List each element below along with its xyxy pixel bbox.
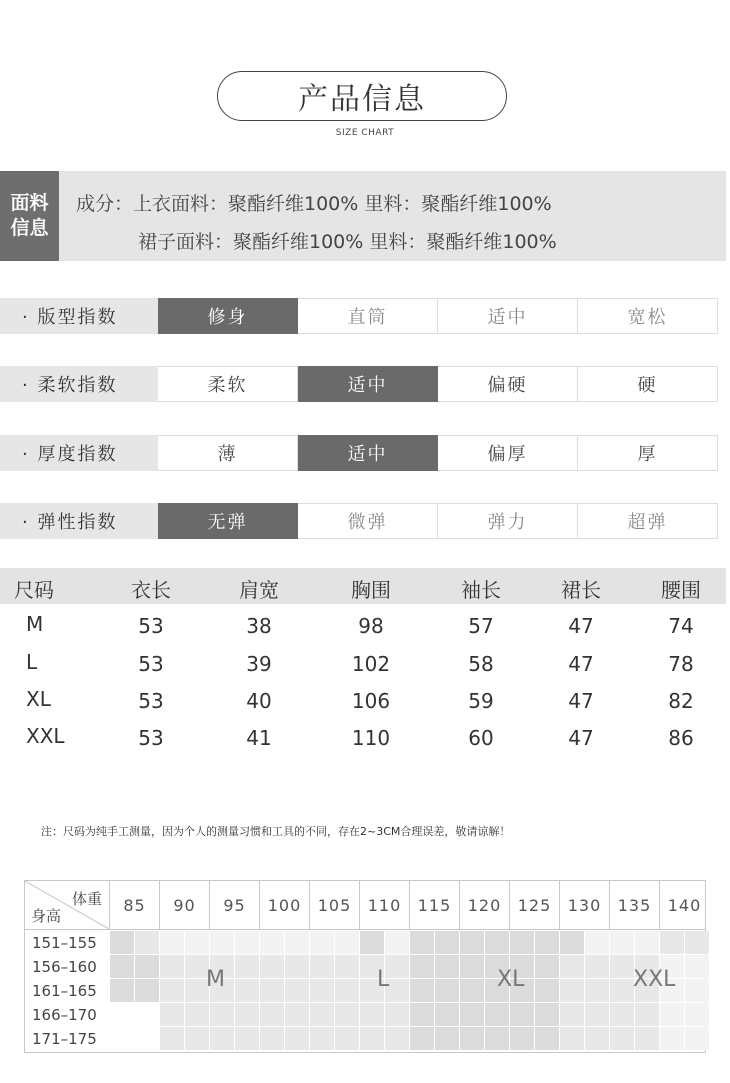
fit-grid-cell — [210, 1027, 234, 1050]
fit-grid-cell — [185, 931, 209, 954]
size-table-cell: 58 — [468, 652, 494, 676]
fit-grid-cell — [585, 1027, 609, 1050]
index-label: · 版型指数 — [0, 298, 158, 334]
fit-grid-cell — [410, 1027, 434, 1050]
fit-grid — [24, 880, 706, 1053]
fit-grid-cell — [135, 931, 159, 954]
size-table-cell: XL — [26, 687, 51, 711]
weight-header: 135 — [609, 881, 659, 929]
page-title-text: 产品信息 — [298, 82, 426, 117]
weight-header: 140 — [659, 881, 709, 929]
fit-grid-cell — [435, 955, 459, 978]
fit-grid-cell — [135, 979, 159, 1002]
fit-grid-cell — [335, 979, 359, 1002]
fit-grid-cell — [235, 1003, 259, 1026]
fit-grid-cell — [335, 1027, 359, 1050]
fit-grid-cell — [510, 1003, 534, 1026]
fit-grid-cell — [685, 979, 709, 1002]
fit-grid-cell — [310, 1003, 334, 1026]
fit-grid-cell — [635, 1003, 659, 1026]
size-table-cell: 86 — [668, 726, 694, 750]
fit-grid-cell — [685, 1027, 709, 1050]
page-title — [217, 71, 507, 121]
fit-grid-cell — [110, 931, 134, 954]
size-table-cell: 74 — [668, 614, 694, 638]
index-label: · 弹性指数 — [0, 503, 158, 539]
fit-grid-cell — [185, 1027, 209, 1050]
index-option: 偏硬 — [438, 366, 578, 402]
size-table-cell: 53 — [138, 689, 164, 713]
fit-grid-cell — [260, 1027, 284, 1050]
fit-grid-cell — [235, 955, 259, 978]
size-table-cell: 41 — [246, 726, 272, 750]
fit-grid-cell — [435, 979, 459, 1002]
index-option: 薄 — [158, 435, 298, 471]
size-table-header: 尺码 — [14, 578, 54, 602]
fit-grid-cell — [460, 979, 484, 1002]
fit-grid-cell — [410, 1003, 434, 1026]
weight-header: 110 — [359, 881, 409, 929]
fit-grid-cell — [560, 1003, 584, 1026]
size-table-cell: 60 — [468, 726, 494, 750]
fit-grid-cell — [535, 979, 559, 1002]
fit-grid-cell — [635, 1027, 659, 1050]
corner-height-label: 身高 — [31, 907, 62, 925]
fit-grid-cell — [585, 1003, 609, 1026]
size-table-cell: 102 — [351, 652, 391, 676]
fit-grid-cell — [460, 1027, 484, 1050]
fit-grid-cell — [110, 955, 134, 978]
fit-grid-cell — [360, 1027, 384, 1050]
size-table-cell: 53 — [138, 652, 164, 676]
fit-grid-cell — [160, 1027, 184, 1050]
size-zone-label: M — [206, 967, 225, 992]
height-row-label: 156–160 — [32, 958, 97, 976]
fit-grid-cell — [285, 955, 309, 978]
fit-grid-cell — [685, 1003, 709, 1026]
height-row-label: 171–175 — [32, 1030, 97, 1048]
fit-grid-cell — [185, 1003, 209, 1026]
size-table-cell: 57 — [468, 614, 494, 638]
fit-grid-cell — [410, 931, 434, 954]
fit-grid-cell — [460, 1003, 484, 1026]
size-table-cell: 78 — [668, 652, 694, 676]
size-table-cell: 47 — [568, 689, 594, 713]
size-table-header: 腰围 — [661, 578, 701, 602]
fit-grid-cell — [435, 931, 459, 954]
size-table-cell: L — [26, 650, 38, 674]
fit-grid-cell — [260, 1003, 284, 1026]
height-row-label: 166–170 — [32, 1006, 97, 1024]
index-option: 无弹 — [158, 503, 298, 539]
fit-grid-cell — [335, 1003, 359, 1026]
weight-header: 90 — [159, 881, 209, 929]
size-table-cell: 110 — [351, 726, 391, 750]
fit-grid-cell — [435, 1027, 459, 1050]
index-option: 硬 — [578, 366, 718, 402]
fit-grid-cell — [310, 979, 334, 1002]
fit-grid-cell — [610, 931, 634, 954]
fit-grid-cell — [360, 931, 384, 954]
weight-header: 125 — [509, 881, 559, 929]
fit-grid-cell — [310, 1027, 334, 1050]
fit-grid-cell — [385, 1027, 409, 1050]
fit-grid-cell — [610, 955, 634, 978]
size-table-header: 裙长 — [561, 578, 601, 602]
weight-header: 95 — [209, 881, 259, 929]
size-zone-label: XXL — [633, 967, 676, 992]
size-table-cell: 82 — [668, 689, 694, 713]
fit-grid-cell — [485, 1003, 509, 1026]
index-option: 偏厚 — [438, 435, 578, 471]
index-option: 弹力 — [438, 503, 578, 539]
fit-grid-cell — [610, 1003, 634, 1026]
fabric-label-line1: 面料 — [10, 192, 49, 214]
size-table-cell: 47 — [568, 726, 594, 750]
fit-grid-cell — [160, 979, 184, 1002]
fit-grid-cell — [460, 955, 484, 978]
index-option: 适中 — [298, 435, 438, 471]
fit-grid-cell — [235, 931, 259, 954]
index-option: 修身 — [158, 298, 298, 334]
fit-grid-cell — [485, 1027, 509, 1050]
corner-weight-label: 体重 — [72, 890, 103, 908]
fit-grid-cell — [410, 955, 434, 978]
fit-grid-cell — [510, 931, 534, 954]
index-option: 宽松 — [578, 298, 718, 334]
fit-grid-cell — [135, 955, 159, 978]
weight-header: 115 — [409, 881, 459, 929]
fit-grid-cell — [585, 955, 609, 978]
fabric-info-label — [0, 171, 59, 261]
fit-grid-cell — [610, 979, 634, 1002]
fit-grid-cell — [285, 1003, 309, 1026]
height-row-label: 151–155 — [32, 934, 97, 952]
weight-header: 105 — [309, 881, 359, 929]
fit-grid-cell — [535, 1027, 559, 1050]
index-option: 适中 — [298, 366, 438, 402]
weight-header: 130 — [559, 881, 609, 929]
fit-grid-cell — [585, 931, 609, 954]
fit-grid-cell — [485, 931, 509, 954]
size-table-header: 肩宽 — [239, 578, 279, 602]
size-table-cell: 59 — [468, 689, 494, 713]
fit-grid-cell — [560, 1027, 584, 1050]
index-option: 厚 — [578, 435, 718, 471]
size-table-header: 袖长 — [461, 578, 501, 602]
fit-grid-cell — [535, 931, 559, 954]
fit-grid-cell — [335, 955, 359, 978]
fit-grid-cell — [260, 979, 284, 1002]
index-option: 柔软 — [158, 366, 298, 402]
fit-grid-cell — [685, 931, 709, 954]
size-table-cell: 106 — [351, 689, 391, 713]
fit-grid-cell — [160, 955, 184, 978]
size-table-header: 胸围 — [351, 578, 391, 602]
fit-grid-cell — [310, 931, 334, 954]
fit-grid-cell — [285, 1027, 309, 1050]
size-table-cell: 53 — [138, 726, 164, 750]
fit-grid-cell — [360, 1003, 384, 1026]
size-zone-label: L — [377, 967, 390, 992]
weight-header: 100 — [259, 881, 309, 929]
fit-grid-cell — [535, 955, 559, 978]
fit-grid-cell — [260, 955, 284, 978]
fit-grid-cell — [660, 931, 684, 954]
index-option: 超弹 — [578, 503, 718, 539]
size-table-cell: M — [26, 612, 44, 636]
index-option: 直筒 — [298, 298, 438, 334]
fit-grid-cell — [410, 979, 434, 1002]
fit-grid-cell — [260, 931, 284, 954]
fit-grid-cell — [535, 1003, 559, 1026]
index-option: 适中 — [438, 298, 578, 334]
fit-grid-cell — [460, 931, 484, 954]
size-table-header: 衣长 — [131, 578, 171, 602]
fit-grid-cell — [435, 1003, 459, 1026]
fit-grid-cell — [160, 931, 184, 954]
fit-grid-cell — [635, 931, 659, 954]
fit-grid-cell — [510, 1027, 534, 1050]
fit-grid-cell — [610, 1027, 634, 1050]
fit-grid-cell — [210, 931, 234, 954]
size-table-cell: 39 — [246, 652, 272, 676]
fit-grid-cell — [385, 931, 409, 954]
fit-grid-cell — [560, 955, 584, 978]
index-label: · 厚度指数 — [0, 435, 158, 471]
fit-grid-cell — [310, 955, 334, 978]
fabric-composition-line2: 裙子面料：聚酯纤维100% 里料：聚酯纤维100% — [138, 231, 557, 253]
fit-grid-cell — [160, 1003, 184, 1026]
size-table-cell: 53 — [138, 614, 164, 638]
measurement-note: 注：尺码为纯手工测量，因为个人的测量习惯和工具的不同，存在2~3CM合理误差，敬请谅解！ — [41, 825, 511, 838]
size-zone-label: XL — [497, 967, 525, 992]
size-table-cell: 98 — [358, 614, 384, 638]
fit-grid-cell — [285, 931, 309, 954]
index-option: 微弹 — [298, 503, 438, 539]
size-table-cell: 47 — [568, 652, 594, 676]
fit-grid-cell — [285, 979, 309, 1002]
fit-grid-cell — [110, 979, 134, 1002]
size-table-cell: 47 — [568, 614, 594, 638]
grid-header-divider — [25, 929, 705, 930]
fit-grid-cell — [685, 955, 709, 978]
height-row-label: 161–165 — [32, 982, 97, 1000]
size-table-cell: 40 — [246, 689, 272, 713]
page-subtitle: SIZE CHART — [335, 128, 395, 138]
fabric-label-line2: 信息 — [10, 217, 49, 239]
fit-grid-cell — [585, 979, 609, 1002]
weight-header: 85 — [109, 881, 159, 929]
size-table-cell: 38 — [246, 614, 272, 638]
fit-grid-cell — [560, 979, 584, 1002]
size-table-cell: XXL — [26, 724, 65, 748]
fit-grid-cell — [660, 1003, 684, 1026]
fit-grid-cell — [335, 931, 359, 954]
fit-grid-cell — [560, 931, 584, 954]
index-label: · 柔软指数 — [0, 366, 158, 402]
fit-grid-cell — [660, 1027, 684, 1050]
weight-header: 120 — [459, 881, 509, 929]
fit-grid-cell — [235, 1027, 259, 1050]
fit-grid-cell — [210, 1003, 234, 1026]
fit-grid-cell — [235, 979, 259, 1002]
fit-grid-cell — [385, 1003, 409, 1026]
fabric-composition-line1: 成分：上衣面料：聚酯纤维100% 里料：聚酯纤维100% — [76, 193, 552, 215]
